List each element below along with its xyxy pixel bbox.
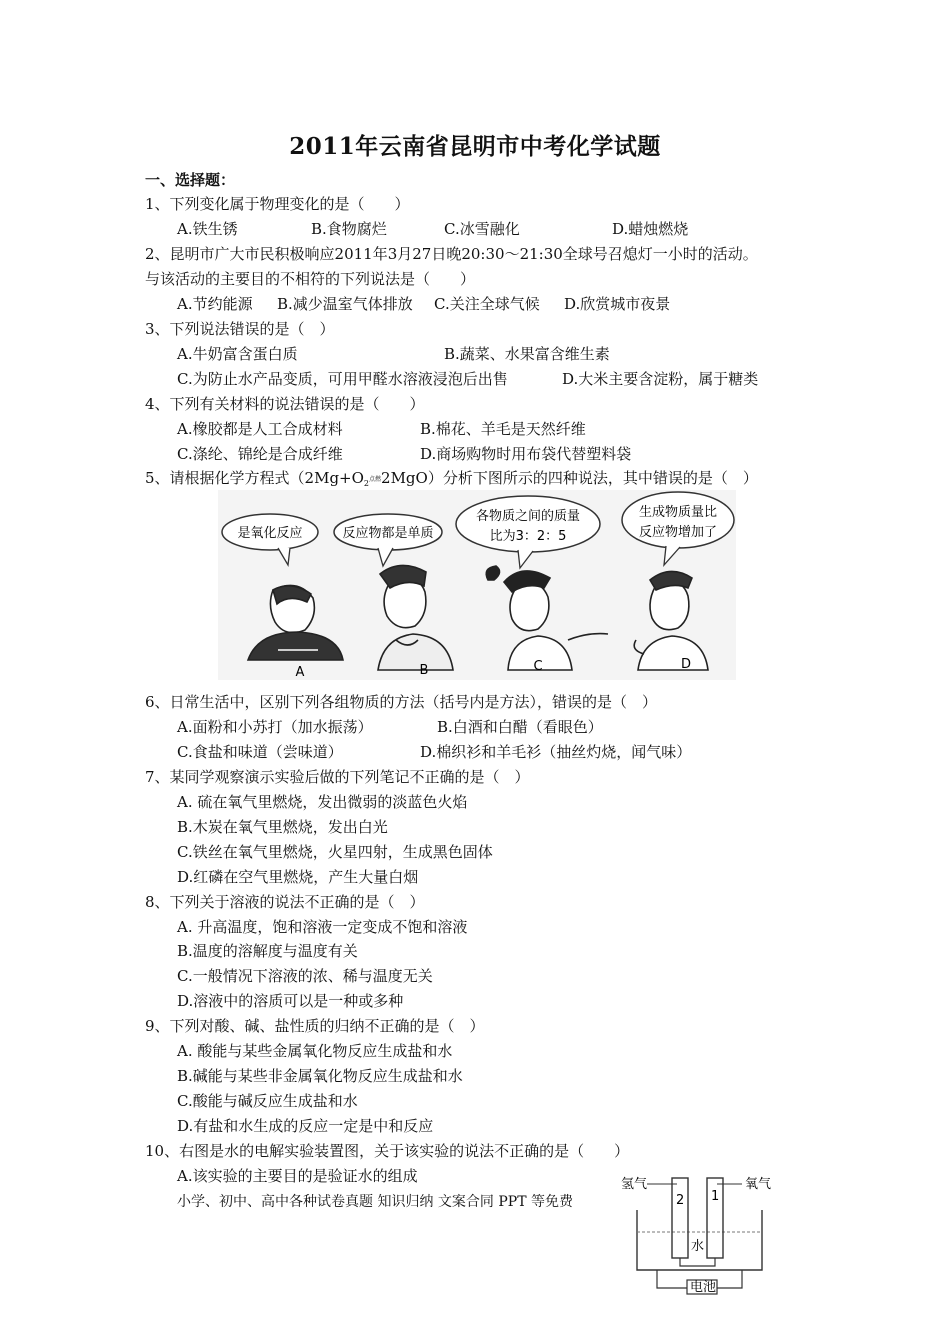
q3-option-d: D.大米主要含淀粉，属于糖类 (562, 370, 759, 388)
bubble-c-text-1: 各物质之间的质量 (475, 509, 581, 524)
electrolysis-apparatus-figure (617, 1170, 782, 1300)
tube-right-mark: 1 (711, 1189, 720, 1204)
q2-option-a: A.节约能源 (177, 295, 253, 313)
question-3-stem: 3、下列说法错误的是（ ） (145, 320, 335, 338)
q9-option-b: B.碱能与某些非金属氧化物反应生成盐和水 (177, 1067, 463, 1085)
q2-option-c: C.关注全球气候 (434, 295, 540, 313)
question-1-stem: 1、下列变化属于物理变化的是（ ） (145, 195, 410, 213)
q9-option-c: C.酸能与碱反应生成盐和水 (177, 1092, 358, 1110)
q5-equation-condition: 点燃 (369, 476, 382, 483)
q9-option-a: A. 酸能与某些金属氧化物反应生成盐和水 (177, 1042, 453, 1060)
water-label: 水 (691, 1239, 705, 1254)
question-9-stem: 9、下列对酸、碱、盐性质的归纳不正确的是（ ） (145, 1017, 485, 1035)
hydrogen-label: 氢气 (621, 1177, 648, 1192)
q8-option-b: B.温度的溶解度与温度有关 (177, 942, 358, 960)
question-10-stem: 10、右图是水的电解实验装置图，关于该实验的说法不正确的是（ ） (145, 1142, 630, 1160)
footer-ad-text: 小学、初中、高中各种试卷真题 知识归纳 文案合同 PPT 等免费 (177, 1194, 573, 1210)
q7-option-b: B.木炭在氧气里燃烧，发出白光 (177, 818, 388, 836)
q6-option-a: A.面粉和小苏打（加水振荡） (177, 718, 373, 736)
question-8-stem: 8、下列关于溶液的说法不正确的是（ ） (145, 893, 425, 911)
q7-option-c: C.铁丝在氧气里燃烧，火星四射，生成黑色固体 (177, 843, 493, 861)
q5-stem-start: 5、请根据化学方程式（ (145, 469, 305, 487)
q1-option-c: C.冰雪融化 (444, 220, 520, 238)
page-title: 2011年云南省昆明市中考化学试题 (289, 133, 661, 160)
q8-option-a: A. 升高温度，饱和溶液一定变成不饱和溶液 (177, 918, 468, 936)
bubble-c-text-2: 比为3：2：5 (489, 529, 567, 544)
q1-option-a: A.铁生锈 (177, 220, 238, 238)
q3-option-c: C.为防止水产品变质，可用甲醛水溶液浸泡后出售 (177, 370, 508, 388)
q1-option-d: D.蜡烛燃烧 (612, 220, 689, 238)
q5-equation-left: 2Mg+O (304, 469, 364, 487)
q8-option-c: C.一般情况下溶液的浓、稀与温度无关 (177, 967, 433, 985)
bubble-b-text: 反应物都是单质 (342, 526, 434, 541)
q2-option-b: B.减少温室气体排放 (277, 295, 413, 313)
q8-option-d: D.溶液中的溶质可以是一种或多种 (177, 992, 404, 1010)
bubble-d-text-1: 生成物质量比 (638, 505, 718, 520)
label-d: D (680, 657, 692, 672)
q3-option-b: B.蔬菜、水果富含维生素 (444, 345, 610, 363)
q10-option-a: A.该实验的主要目的是验证水的组成 (177, 1167, 418, 1185)
bubble-a-text: 是氧化反应 (237, 526, 303, 541)
oxygen-label: 氧气 (745, 1177, 772, 1192)
battery-label: 电池 (690, 1280, 717, 1295)
q4-option-d: D.商场购物时用布袋代替塑料袋 (420, 445, 632, 463)
q4-option-c: C.涤纶、锦纶是合成纤维 (177, 445, 343, 463)
q7-option-d: D.红磷在空气里燃烧，产生大量白烟 (177, 868, 419, 886)
question-7-stem: 7、某同学观察演示实验后做的下列笔记不正确的是（ ） (145, 768, 530, 786)
question-4-stem: 4、下列有关材料的说法错误的是（ ） (145, 395, 425, 413)
q6-option-d: D.棉织衫和羊毛衫（抽丝灼烧，闻气味） (420, 743, 692, 761)
section-heading: 一、选择题： (145, 171, 236, 189)
q3-option-a: A.牛奶富含蛋白质 (177, 345, 298, 363)
tube-left-mark: 2 (676, 1193, 685, 1208)
q6-option-c: C.食盐和味道（尝味道） (177, 743, 343, 761)
label-c: C (533, 659, 543, 674)
question-6-stem: 6、日常生活中，区别下列各组物质的方法（括号内是方法），错误的是（ ） (145, 693, 658, 711)
label-b: B (419, 663, 429, 678)
label-a: A (295, 665, 305, 680)
q5-equation-right: 2MgO (381, 469, 428, 487)
q4-option-b: B.棉花、羊毛是天然纤维 (420, 420, 586, 438)
q5-equation-subscript: 2 (363, 479, 370, 488)
q1-option-b: B.食物腐烂 (311, 220, 387, 238)
q4-option-a: A.橡胶都是人工合成材料 (177, 420, 343, 438)
q5-stem-end: ）分析下图所示的四种说法，其中错误的是（ ） (427, 469, 758, 487)
q7-option-a: A. 硫在氧气里燃烧，发出微弱的淡蓝色火焰 (177, 793, 468, 811)
q5-cartoon-figure (218, 490, 736, 680)
q6-option-b: B.白酒和白醋（看眼色） (437, 718, 603, 736)
q9-option-d: D.有盐和水生成的反应一定是中和反应 (177, 1117, 434, 1135)
bubble-d-text-2: 反应物增加了 (638, 525, 718, 540)
question-2-stem-cont: 与该活动的主要目的不相符的下列说法是（ ） (145, 270, 476, 288)
q2-option-d: D.欣赏城市夜景 (564, 295, 671, 313)
question-2-stem: 2、昆明市广大市民积极响应2011年3月27日晚20:30～21:30全球号召熄灯一小时的活动。 (145, 245, 758, 263)
